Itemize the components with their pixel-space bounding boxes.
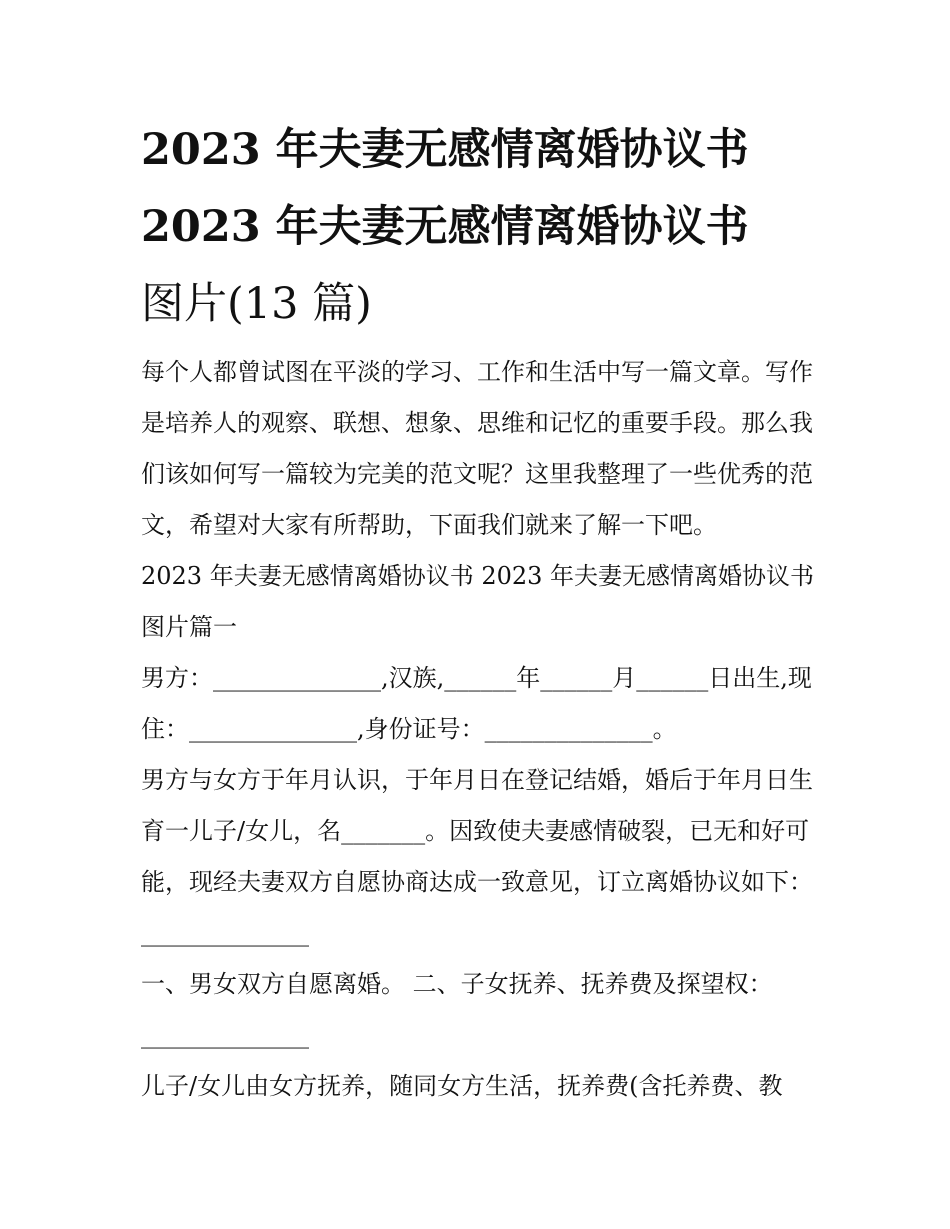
intro-paragraph: 每个人都曾试图在平淡的学习、工作和生活中写一篇文章。写作是培养人的观察、联想、想象、思维和记忆的重要手段。那么我们该如何写一篇较为完美的范文呢？这里我整理了一些优秀的范文，希望对大家有所帮助，下面我们就来了解一下吧。 <box>141 358 813 539</box>
clause-1-2: 一、男女双方自愿离婚。 二、子女抚养、抚养费及探望权：______________ <box>141 970 773 1049</box>
title-line-1: 2023 年夫妻无感情离婚协议书 <box>141 125 749 175</box>
document-page <box>141 112 831 1112</box>
child-custody-paragraph: 儿子/女儿由女方抚养，随同女方生活，抚养费(含托养费、教 <box>141 1072 783 1100</box>
marriage-statement: 男方与女方于年月认识，于年月日在登记结婚，婚后于年月日生育一儿子/女儿，名_______。因致使夫妻感情破裂，已无和好可能，现经夫妻双方自愿协商达成一致意见，订立离婚协议如下：______________ <box>141 766 813 947</box>
section-heading: 2023 年夫妻无感情离婚协议书 2023 年夫妻无感情离婚协议书图片篇一 <box>141 562 815 641</box>
title-line-2: 2023 年夫妻无感情离婚协议书 <box>141 202 749 252</box>
document-title <box>141 112 831 343</box>
title-line-3: 图片(13 篇) <box>141 279 372 329</box>
male-party-info: 男方：______________,汉族,______年______月______日出生,现住：______________,身份证号：______________。 <box>141 664 812 743</box>
